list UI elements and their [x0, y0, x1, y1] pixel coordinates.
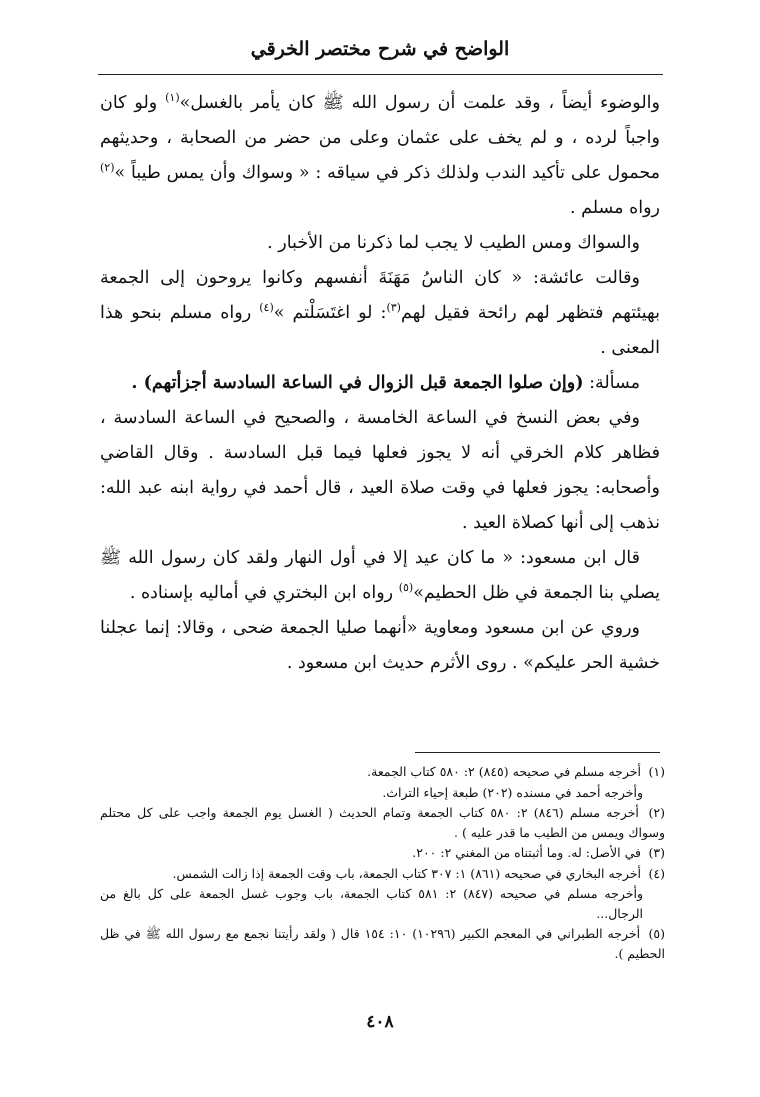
footnote-5 — [100, 924, 665, 963]
footnote-text: في الأصل: له. وما أثبتناه من المغني ٢: ٢٠٠. — [412, 845, 642, 860]
paragraph-3-part-b: : لو اغتَسَلْتم » — [273, 303, 387, 323]
paragraph-1-part-c: رواه مسلم . — [569, 198, 660, 218]
footnote-2 — [100, 803, 665, 842]
paragraph-6-part-a: قال ابن مسعود: « ما كان عيد إلا في أول النهار ولقد كان رسول الله ﷺ يصلي بنا الجمعة في ظل الحطيم» — [100, 548, 660, 603]
running-header-title: الواضح في شرح مختصر الخرقي — [250, 38, 510, 60]
paragraph-6-part-b: رواه ابن البختري في أماليه بإسناده . — [129, 583, 399, 603]
footnote-divider — [415, 752, 660, 753]
page-number: ٤٠٨ — [366, 1012, 394, 1032]
paragraph-7: وروي عن ابن مسعود ومعاوية «أنهما صليا الجمعة ضحى ، وقالا: إنما عجلنا خشية الحر عليكم» . روى الأثرم حديث ابن مسعود . — [100, 618, 660, 673]
footnote-text: وأخرجه أحمد في مسنده (٢٠٢) طبعة إحياء التراث. — [382, 784, 643, 800]
footnote-1 — [100, 762, 665, 782]
footnote-number: (٤) — [648, 865, 665, 881]
footnote-number: (٣) — [648, 845, 665, 860]
paragraph-1-part-a: والوضوء أيضاً ، وقد علمت أن رسول الله ﷺ كان يأمر بالغسل» — [179, 93, 660, 113]
paragraph-3 — [100, 261, 660, 366]
footnote-number: (٥) — [648, 926, 665, 941]
footnote-text: أخرجه مسلم في صحيحه (٨٤٥) ٢: ٥٨٠ كتاب الجمعة. — [367, 764, 642, 779]
footnote-3 — [100, 843, 665, 863]
footnote-1-continuation — [100, 783, 665, 803]
footnote-4 — [100, 864, 665, 884]
header-divider — [98, 74, 663, 75]
mas-ala-label: مسألة: — [583, 373, 640, 393]
footnote-ref-1: (١) — [165, 91, 180, 105]
paragraph-5: وفي بعض النسخ في الساعة الخامسة ، والصحيح في الساعة السادسة ، فظاهر كلام الخرقي أنه لا يجوز فعلها فيما قبل السادسة . وقال القاضي وأصحابه: يجوز فعلها في وقت صلاة العيد ، قال أحمد في رواية ابنه عبد الله: نذهب إلى أنها كصلاة العيد . — [100, 408, 660, 533]
footnote-ref-5: (٥) — [398, 581, 414, 595]
paragraph-6 — [100, 541, 660, 611]
paragraph-1 — [100, 86, 660, 226]
footnote-ref-4: (٤) — [259, 301, 274, 315]
main-text — [100, 86, 660, 681]
footnote-text: أخرجه الطبراني في المعجم الكبير (١٠٢٩٦) ١٠: ١٥٤ قال ( ولقد رأيتنا نجمع مع رسول الله ﷺ في ظل الحطيم ). — [100, 926, 665, 961]
footnote-text: أخرجه البخاري في صحيحه (٨٦١) ١: ٣٠٧ كتاب الجمعة، باب وقت الجمعة إذا زالت الشمس. — [172, 865, 642, 881]
footnote-4-continuation — [100, 884, 665, 923]
paragraph-2: والسواك ومس الطيب لا يجب لما ذكرنا من الأخبار . — [267, 233, 640, 253]
footnote-number: (٢) — [648, 805, 665, 820]
footnote-number: (١) — [648, 764, 665, 779]
footnote-text: وأخرجه مسلم في صحيحه (٨٤٧) ٢: ٥٨١ كتاب الجمعة، باب وجوب غسل الجمعة على كل بالغ من الرجال... — [100, 886, 643, 921]
mas-ala-heading — [100, 366, 660, 401]
footnote-ref-3: (٣) — [386, 301, 401, 315]
footnote-ref-2: (٢) — [100, 161, 115, 175]
paragraph-1-part-b: ولو كان واجباً لرده ، و لم يخف على عثمان وعلى من حضر من الصحابة ، وحديثهم محمول على تأكيد الندب ولذلك ذكر في سياقه : « وسواك وأن يمس طيباً » — [100, 93, 660, 183]
mas-ala-text: (وإن صلوا الجمعة قبل الزوال في الساعة السادسة أجزأتهم) . — [131, 373, 584, 393]
paragraph-3-part-c: رواه مسلم بنحو هذا المعنى . — [100, 303, 660, 358]
footnote-text: أخرجه مسلم (٨٤٦) ٢: ٥٨٠ كتاب الجمعة وتمام الحديث ( الغسل يوم الجمعة واجب على كل محتلم وسواك ويمس من الطيب ما قدر عليه ) . — [100, 805, 665, 840]
footnotes — [100, 762, 665, 964]
paragraph-3-part-a: وقالت عائشة: « كان الناسُ مَهَنَةَ أنفسهم وكانوا يروحون إلى الجمعة بهيئتهم فتظهر لهم رائحة فقيل لهم — [100, 268, 660, 323]
